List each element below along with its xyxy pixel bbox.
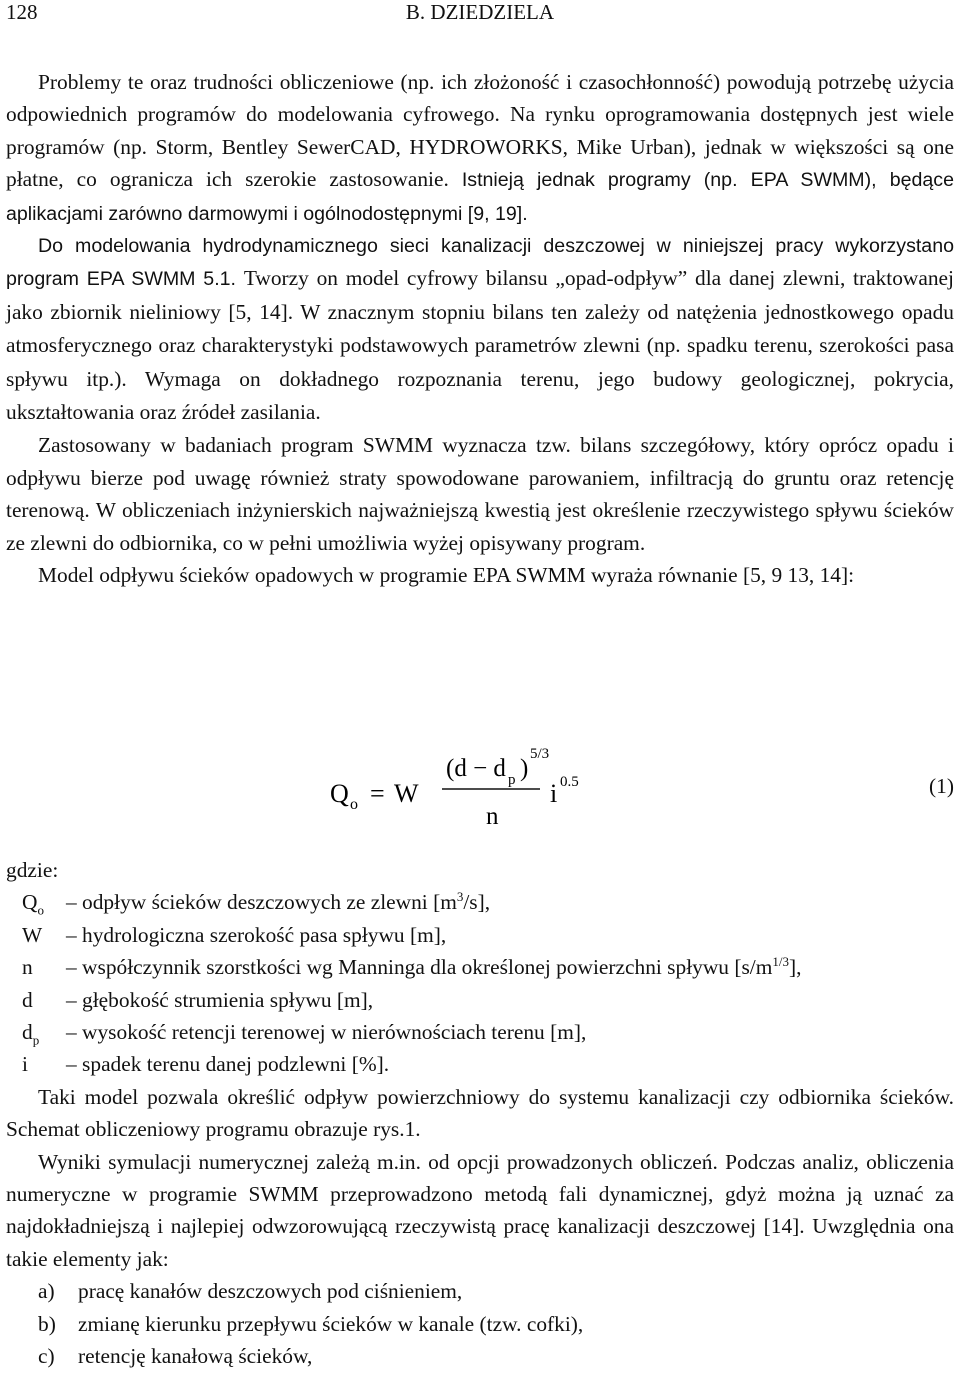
eq-coef: W: [394, 779, 419, 808]
paragraph-8: Wyniki symulacji numerycznej zależą m.in. od opcji prowadzonych obliczeń. Podczas analiz, obliczenia numeryczne w programie SWMM przeprowadzono metodą fali dynamicznej, gdyż można ją uznać za najdokładniejszą i najlepiej odwzorowującą rzeczywistą pracę kanalizacji deszczowej [14]. Uwzględnia ona takie elementy jak:: [6, 1149, 954, 1271]
definition-text: – głębokość strumienia spływu [m],: [66, 987, 374, 1012]
definition-text: – wysokość retencji terenowej w nierównościach terenu [m],: [66, 1020, 587, 1045]
paragraph-4-text: Tworzy on model cyfrowy bilansu „opad-odpływ” dla danej zlewni, traktowanej jako zbiornik nieliniowy [5, 14]. W znacznym stopniu bilans ten zależy od natężenia jednostkowego opadu atmosferycznego oraz charakterystyki podstawowych parametrów zlewni (np. spadku terenu, szerokości pasa spływu itp.). Wymaga on dokładnego rozpoznania terenu, jego budowy geologicznej, pokrycia, ukształtowania oraz źródeł zasilania.: [6, 266, 954, 425]
running-head: B. DZIEDZIELA: [405, 0, 555, 24]
definition-symbol: i: [22, 1052, 28, 1077]
definition-symbol: $d_p$: [22, 1020, 40, 1048]
eq-slope: i: [550, 779, 558, 808]
eq-equals: =: [370, 779, 385, 808]
equation-number: (1): [929, 774, 954, 798]
eq-denominator: n: [486, 803, 499, 830]
eq-lhs-sub: o: [350, 796, 358, 813]
equation-1: [330, 744, 650, 834]
definition-symbol: n: [22, 955, 33, 980]
eq-numerator: (d − d: [446, 755, 506, 782]
list-item: a) pracę kanałów deszczowych pod ciśnieniem,: [38, 1279, 463, 1304]
definition-item: [6, 1048, 954, 1080]
paragraph-3: [6, 230, 954, 429]
eq-numerator-exp: 5/3: [530, 746, 550, 762]
elements-list: [6, 1275, 954, 1372]
paragraph-3-text: Do modelowania hydrodynamicznego sieci kanalizacji deszczowej w niniejszej pracy wykorzystano program EPA SWMM 5.1.: [6, 235, 954, 291]
post-equation-text: [6, 854, 954, 1373]
eq-numerator-sub: p: [508, 772, 516, 788]
definition-symbol: W: [22, 922, 43, 947]
page-number: 128: [6, 0, 38, 24]
definition-item: [6, 919, 954, 951]
paragraph-1: [6, 66, 954, 230]
page-header: [0, 0, 960, 24]
paragraph-1-text: Problemy te oraz trudności obliczeniowe (np. ich złożoność i czasochłonność) powodują potrzebę użycia odpowiednich programów do modelowania cyfrowego. Na rynku oprogramowania dostępnych jest wiele programów (np. Storm, Bentley SewerCAD, HYDROWORKS, Mike Urban), jednak w większości są one płatne, co ogranicza ich szerokie zastosowanie.: [6, 70, 954, 192]
eq-slope-exp: 0.5: [560, 774, 579, 790]
definition-text: – hydrologiczna szerokość pasa spływu [m],: [66, 922, 447, 947]
list-item: c) retencję kanałową ścieków,: [38, 1344, 313, 1369]
definition-item: [6, 1016, 954, 1048]
definition-item: [6, 984, 954, 1016]
definition-item: [6, 886, 954, 918]
definition-text: – współczynnik szorstkości wg Manninga dla określonej powierzchni spływu $[s/m^{1/3}]$,: [66, 954, 802, 980]
paragraph-2-text: Istnieją jednak programy (np. EPA SWMM), będące aplikacjami zarówno darmowymi i ogólnodostępnymi [9, 19].: [6, 169, 954, 225]
definition-text: – spadek terenu danej podzlewni [%].: [66, 1052, 390, 1077]
definition-symbol: $Q_o$: [22, 890, 44, 918]
body-text: [6, 66, 954, 592]
eq-numerator-close: ): [520, 755, 529, 782]
definition-text: – odpływ ścieków deszczowych ze zlewni $[m^3/s]$,: [66, 889, 491, 915]
definition-item: [6, 951, 954, 983]
paragraph-5: Zastosowany w badaniach program SWMM wyznacza tzw. bilans szczegółowy, który oprócz opadu i odpływu bierze pod uwagę również straty spowodowane parowaniem, infiltracją do gruntu oraz retencję terenową. W obliczeniach inżynierskich najważniejszą kwestią jest określenie rzeczywistego spływu ścieków ze zlewni do odbiornika, co w pełni umożliwia wyżej opisywany program.: [6, 433, 954, 555]
eq-lhs: Q: [330, 779, 349, 808]
paragraph-7: Taki model pozwala określić odpływ powierzchniowy do systemu kanalizacji czy odbiornika ścieków. Schemat obliczeniowy programu obrazuje rys.1.: [6, 1084, 954, 1142]
paragraph-6: Model odpływu ścieków opadowych w programie EPA SWMM wyraża równanie [5, 9 13, 14]:: [38, 563, 855, 588]
where-label: gdzie:: [6, 858, 59, 882]
definition-symbol: d: [22, 987, 33, 1012]
list-item: b) zmianę kierunku przepływu ścieków w kanale (tzw. cofki),: [38, 1311, 584, 1336]
